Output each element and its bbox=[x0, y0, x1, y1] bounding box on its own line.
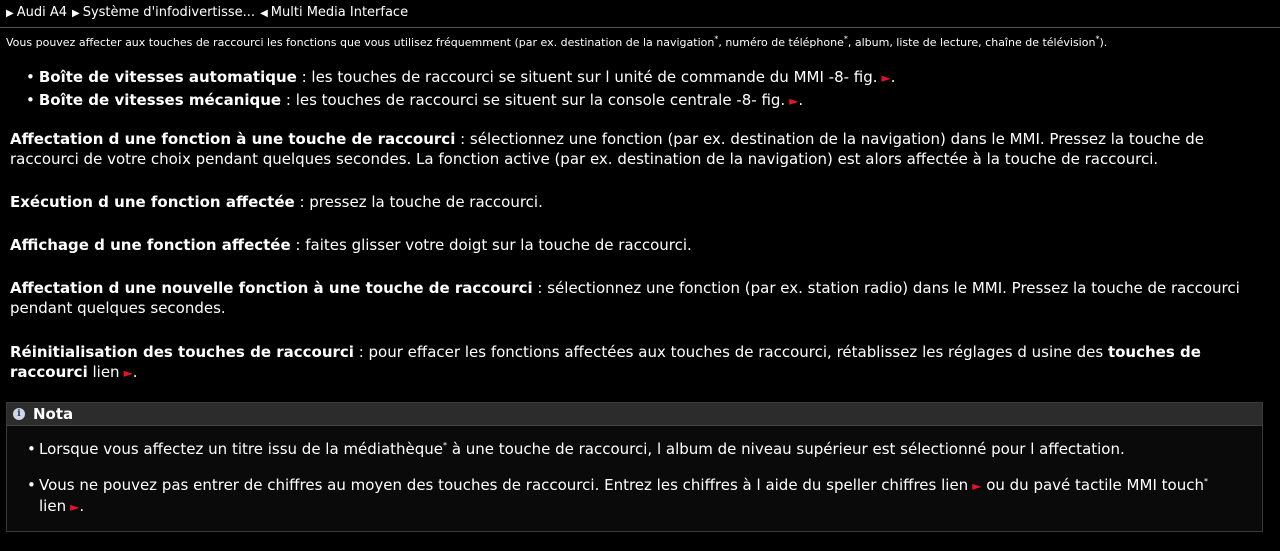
paragraph-assign-new-function: Affectation d une nouvelle fonction à une touche de raccourci : sélectionnez une fonction (par ex. station radio) dans le MMI. Pressez la touche de raccourci pendant quelques secondes. bbox=[10, 279, 1240, 317]
bullet-icon: • bbox=[27, 440, 36, 458]
list-item: • Boîte de vitesses mécanique : les touches de raccourci se situent sur la console centrale -8- fig. ►. bbox=[26, 91, 804, 109]
header-divider bbox=[0, 27, 1280, 28]
breadcrumb-item-mmi[interactable]: Multi Media Interface bbox=[270, 5, 409, 20]
list-item: • Boîte de vitesses automatique : les touches de raccourci se situent sur l unité de commande du MMI -8- fig. ►. bbox=[26, 68, 896, 86]
bullet-icon: • bbox=[27, 476, 36, 494]
note-list bbox=[27, 439, 1252, 533]
note-title: Nota bbox=[33, 405, 74, 423]
gearbox-list bbox=[26, 66, 896, 112]
link-text[interactable]: lien bbox=[941, 476, 969, 494]
note-box bbox=[6, 402, 1263, 532]
link-text[interactable]: lien bbox=[39, 497, 67, 515]
link-arrow-icon[interactable]: ► bbox=[123, 366, 133, 380]
link-arrow-icon[interactable]: ► bbox=[789, 94, 799, 108]
intro-text: Vous pouvez affecter aux touches de raccourci les fonctions que vous utilisez fréquemment (par ex. destination de la navigation*, numéro de téléphone*, album, liste de lecture, chaîne de télévision*). bbox=[6, 34, 1108, 49]
list-item: • Lorsque vous affectez un titre issu de la médiathèque* à une touche de raccourci, l album de niveau supérieur est sélectionné pour l affectation. bbox=[27, 440, 1125, 458]
left-triangle-icon: ◀ bbox=[260, 8, 268, 19]
link-arrow-icon[interactable]: ► bbox=[70, 500, 80, 514]
note-header bbox=[7, 403, 1262, 426]
info-icon: i bbox=[13, 408, 25, 420]
breadcrumb bbox=[6, 4, 408, 22]
asterisk-footnote: * bbox=[1203, 477, 1208, 486]
asterisk-footnote: * bbox=[443, 441, 448, 450]
paragraph-execute-function: Exécution d une fonction affectée : pressez la touche de raccourci. bbox=[10, 193, 543, 211]
paragraph-display-function: Affichage d une fonction affectée : faites glisser votre doigt sur la touche de raccourci. bbox=[10, 236, 692, 254]
asterisk-footnote: * bbox=[714, 34, 719, 44]
right-triangle-icon: ▶ bbox=[6, 8, 14, 19]
bullet-icon: • bbox=[26, 68, 35, 86]
breadcrumb-item-infotainment[interactable]: Système d'infodivertisse... bbox=[82, 5, 256, 20]
breadcrumb-item-audi-a4[interactable]: Audi A4 bbox=[16, 5, 67, 20]
asterisk-footnote: * bbox=[1095, 34, 1100, 44]
asterisk-footnote: * bbox=[843, 34, 848, 44]
link-text[interactable]: lien bbox=[87, 363, 120, 381]
paragraph-reset-shortcuts: Réinitialisation des touches de raccourci : pour effacer les fonctions affectées aux touches de raccourci, rétablissez les réglages d usine des touches de raccourci lien ►. bbox=[10, 343, 1201, 381]
link-arrow-icon[interactable]: ► bbox=[881, 71, 891, 85]
right-triangle-icon: ▶ bbox=[72, 8, 80, 19]
bullet-icon: • bbox=[26, 91, 35, 109]
list-item: • Vous ne pouvez pas entrer de chiffres au moyen des touches de raccourci. Entrez les chiffres à l aide du speller chiffres lien ► ou du pavé tactile MMI touch* lien ►. bbox=[27, 476, 1208, 515]
paragraph-assign-function: Affectation d une fonction à une touche de raccourci : sélectionnez une fonction (par ex. destination de la navigation) dans le MMI. Pressez la touche de raccourci de votre choix pendant quelques secondes. La fonction active (par ex. destination de la navigation) est alors affectée à la touche de raccourci. bbox=[10, 130, 1204, 168]
link-arrow-icon[interactable]: ► bbox=[972, 479, 982, 493]
